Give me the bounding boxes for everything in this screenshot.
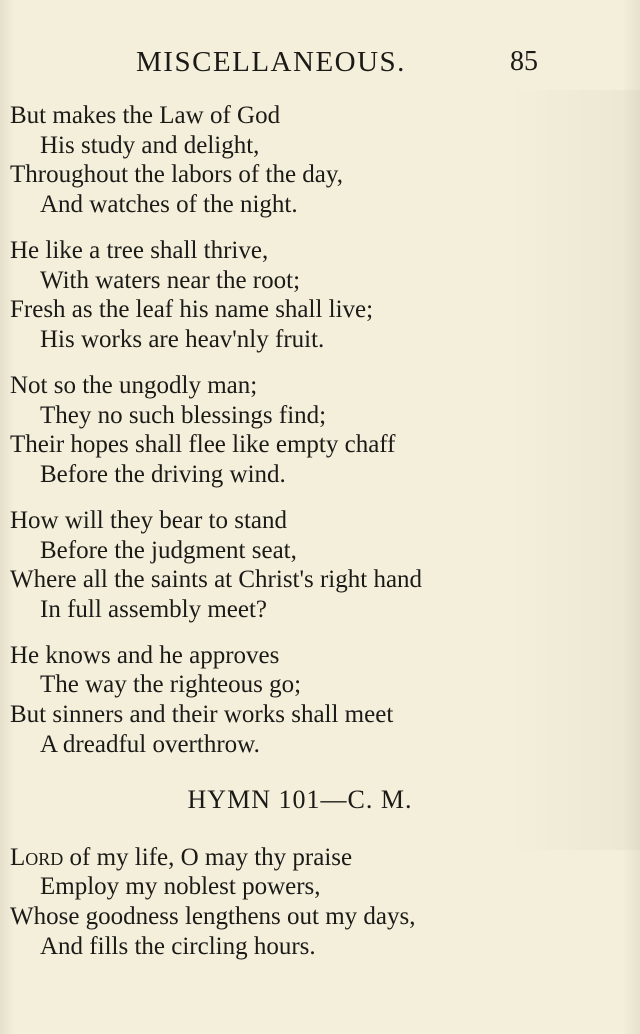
page-header	[0, 44, 640, 84]
verse-line: They no such blessings find;	[40, 401, 327, 429]
verse-line: A dreadful overthrow.	[40, 730, 260, 758]
stanza	[10, 641, 630, 759]
verse-line: The way the righteous go;	[40, 671, 302, 699]
verse-line: Before the judgment seat,	[40, 536, 297, 564]
verse-line	[10, 843, 630, 873]
verse-line: Their hopes shall flee like empty chaff	[10, 431, 396, 459]
verse-line: Not so the ungodly man;	[10, 371, 258, 399]
verse-line: And fills the circling hours.	[40, 932, 316, 960]
verse-line: But sinners and their works shall meet	[10, 701, 394, 729]
stanza	[10, 101, 630, 219]
verse-line: Whose goodness lengthens out my days,	[10, 903, 416, 931]
stanza	[10, 236, 630, 354]
verse-line: Throughout the labors of the day,	[10, 161, 344, 189]
first-word: Lord	[10, 843, 64, 871]
verse-line: And watches of the night.	[40, 190, 298, 218]
verse-line: His works are heav'nly fruit.	[40, 325, 325, 353]
verse-line: His study and delight,	[40, 131, 260, 159]
verse-line: In full assembly meet?	[40, 595, 268, 623]
stanza	[10, 506, 630, 624]
verse-line: But makes the Law of God	[10, 102, 281, 129]
stanza	[10, 371, 630, 489]
running-title: MISCELLANEOUS.	[136, 46, 406, 78]
verse-line: Fresh as the leaf his name shall live;	[10, 296, 374, 324]
verse-line: He like a tree shall thrive,	[10, 236, 269, 264]
hymn-heading: HYMN 101—C. M.	[187, 785, 413, 815]
page-number: 85	[510, 46, 538, 77]
stanza	[10, 843, 630, 961]
verse-line: Where all the saints at Christ's right hand	[10, 566, 423, 594]
verse-line: Employ my noblest powers,	[40, 873, 321, 901]
hymn-text	[10, 101, 630, 978]
first-line-rest: of my life, O may thy praise	[63, 843, 353, 871]
verse-line: Before the driving wind.	[40, 460, 286, 488]
verse-line: With waters near the root;	[40, 266, 301, 294]
verse-line: He knows and he approves	[10, 641, 280, 669]
verse-line: How will they bear to stand	[10, 506, 288, 534]
